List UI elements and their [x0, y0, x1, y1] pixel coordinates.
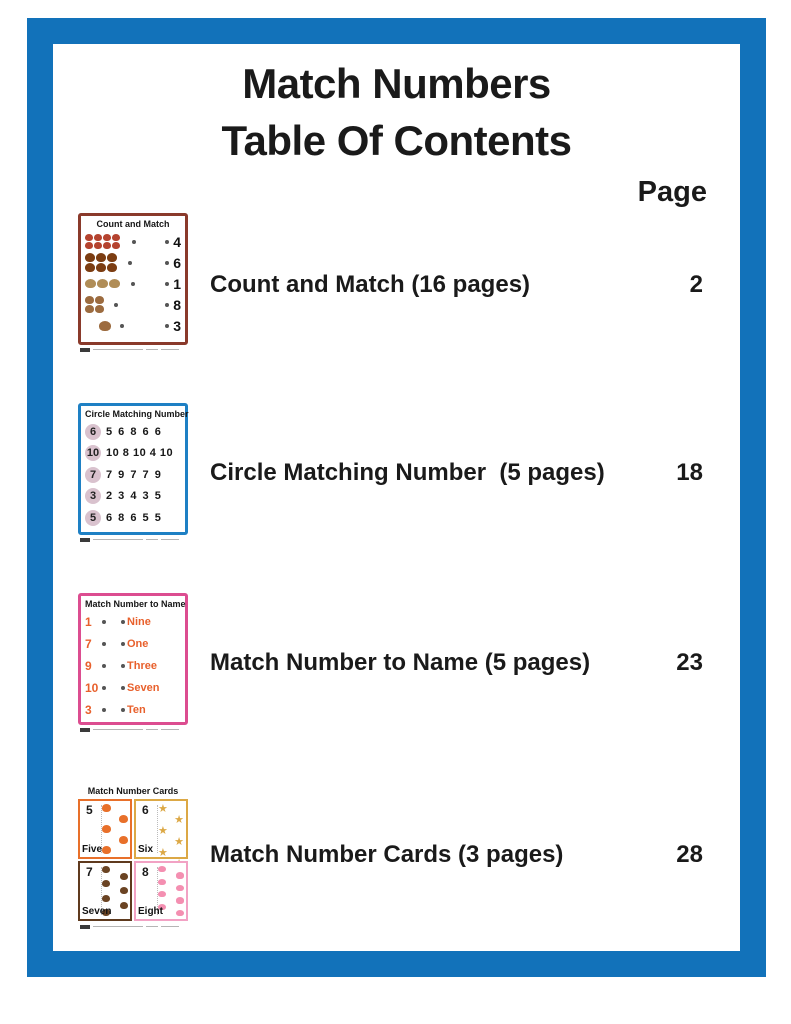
match-dot [165, 261, 169, 265]
match-dot [165, 303, 169, 307]
number-name: Seven [127, 682, 160, 694]
circle-number-row [85, 464, 181, 486]
worksheet-border [78, 403, 188, 535]
match-dot [102, 620, 106, 624]
page-column-header: Page [637, 176, 707, 208]
card-number: 5 [86, 803, 93, 817]
thumbnail-footer [80, 347, 186, 352]
count-match-row [85, 252, 181, 273]
number-options: 7 9 7 7 9 [106, 468, 163, 481]
number-name: Three [127, 660, 157, 672]
thumbnail-match-number-cards [78, 783, 188, 930]
match-dot [165, 324, 169, 328]
match-dot [102, 664, 106, 668]
row-number: 3 [85, 703, 92, 717]
count-match-row [85, 294, 181, 315]
card-word: Eight [138, 906, 163, 917]
item-cluster [85, 253, 121, 272]
card-item-cluster: ★ ★ ★ ★ ★ [158, 803, 184, 859]
number-card [134, 861, 188, 921]
thumbnail-footer [80, 924, 186, 929]
number-card [134, 799, 188, 859]
worksheet-title: Count and Match [96, 219, 170, 229]
card-item-cluster [102, 804, 128, 854]
thumbnail-count-and-match [78, 213, 188, 353]
number-name-row [85, 699, 181, 721]
circle-number-row [85, 507, 181, 529]
number-name-row [85, 611, 181, 633]
target-number: 7 [85, 467, 101, 483]
match-dot [121, 620, 125, 624]
number-options: 5 6 8 6 6 [106, 425, 163, 438]
number-name: Nine [127, 616, 151, 628]
match-dot [121, 642, 125, 646]
card-word: Seven [82, 906, 112, 917]
match-dot [102, 686, 106, 690]
doc-title-line-2: Table Of Contents [221, 117, 572, 164]
number-name-row [85, 677, 181, 699]
number-name-row [85, 633, 181, 655]
target-number: 3 [85, 488, 101, 504]
toc-entry-label: Match Number Cards (3 pages) [210, 841, 564, 868]
toc-entry-label: Circle Matching Number (5 pages) [210, 459, 605, 486]
count-match-row [85, 273, 181, 294]
number-card [78, 861, 132, 921]
circle-number-row [85, 421, 181, 443]
toc-entry-page-number: 18 [676, 459, 703, 486]
target-number: 5 [85, 510, 101, 526]
item-cluster [85, 296, 107, 313]
worksheet-title: Match Number to Name [85, 599, 186, 609]
card-number: 8 [142, 865, 149, 879]
toc-entry-page-number: 28 [676, 841, 703, 868]
card-word: Five [82, 844, 103, 855]
circle-number-row [85, 486, 181, 508]
match-dot [165, 282, 169, 286]
target-number: 6 [85, 424, 101, 440]
number-cards-grid [78, 799, 188, 921]
circle-number-row [85, 443, 181, 465]
match-number: 4 [173, 233, 181, 250]
match-dot [114, 303, 118, 307]
item-cluster [85, 279, 124, 288]
match-dot [132, 240, 136, 244]
match-number: 8 [173, 296, 181, 313]
toc-entry-page-number: 2 [689, 271, 703, 298]
match-number: 3 [173, 317, 181, 334]
number-options: 10 8 10 4 10 [106, 447, 174, 460]
match-dot [121, 686, 125, 690]
match-dot [102, 708, 106, 712]
number-name-row [85, 655, 181, 677]
toc-entry-label: Match Number to Name (5 pages) [210, 649, 591, 676]
number-options: 6 8 6 5 5 [106, 511, 163, 524]
row-number: 7 [85, 637, 92, 651]
number-name: One [127, 638, 149, 650]
count-match-row [85, 231, 181, 252]
thumbnail-match-number-to-name [78, 593, 188, 733]
item-cluster [85, 234, 125, 249]
number-card [78, 799, 132, 859]
match-number: 1 [173, 275, 181, 292]
match-dot [131, 282, 135, 286]
worksheet-title: Circle Matching Number [85, 409, 189, 419]
toc-entry-page-number: 23 [676, 649, 703, 676]
card-word: Six [138, 844, 154, 855]
worksheet-border [78, 213, 188, 345]
row-number: 10 [85, 681, 99, 695]
match-dot [128, 261, 132, 265]
match-dot [102, 642, 106, 646]
worksheet-title: Match Number Cards [87, 786, 179, 796]
number-name: Ten [127, 704, 146, 716]
doc-title-line-1: Match Numbers [242, 60, 551, 107]
toc-entry-label: Count and Match (16 pages) [210, 271, 531, 298]
count-match-row [85, 315, 181, 336]
match-number: 6 [173, 254, 181, 271]
row-number: 9 [85, 659, 92, 673]
thumbnail-footer [80, 727, 186, 732]
card-number: 7 [86, 865, 93, 879]
item-cluster [99, 321, 113, 331]
thumbnail-footer [80, 537, 186, 542]
row-number: 1 [85, 615, 92, 629]
thumbnail-circle-matching-number [78, 403, 188, 543]
card-number: 6 [142, 803, 149, 817]
number-options: 2 3 4 3 5 [106, 490, 163, 503]
match-dot [121, 708, 125, 712]
match-dot [120, 324, 124, 328]
target-number: 10 [86, 447, 100, 460]
worksheet-border [78, 593, 188, 725]
match-dot [165, 240, 169, 244]
match-dot [121, 664, 125, 668]
